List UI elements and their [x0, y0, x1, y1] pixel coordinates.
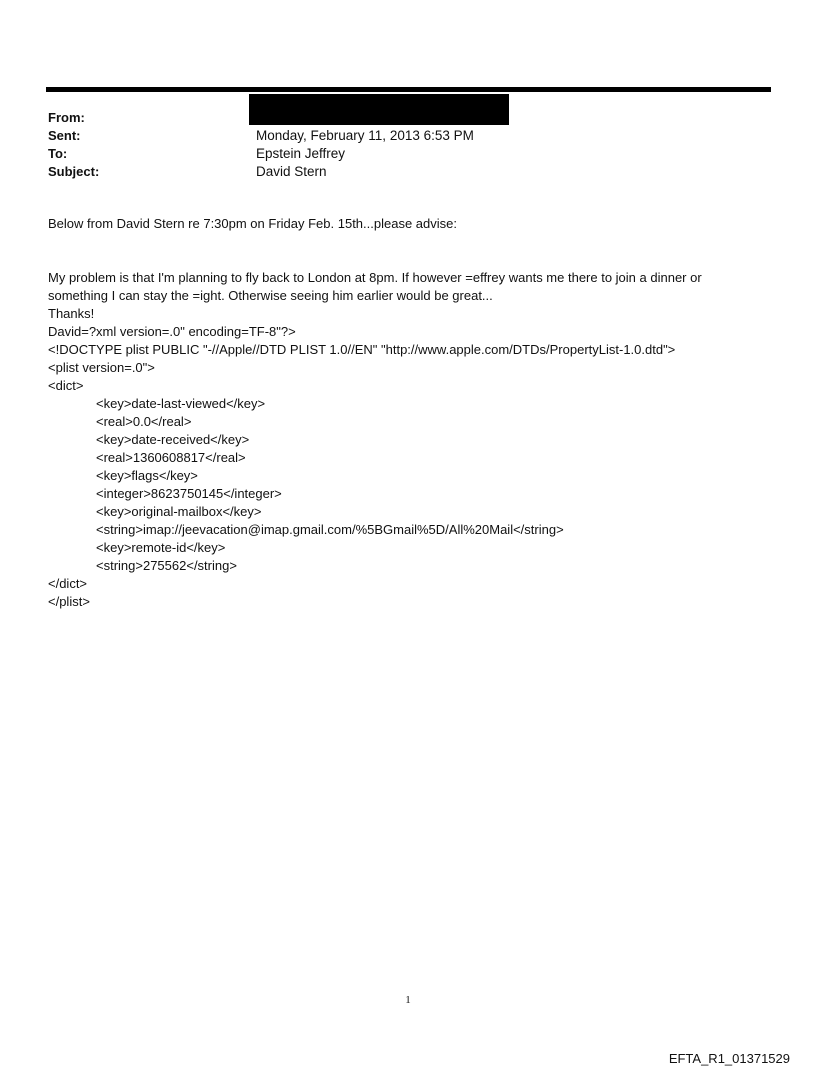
to-row: [48, 145, 748, 163]
body-line: <dict>: [48, 378, 84, 393]
message-body: [48, 269, 788, 611]
body-line: <key>original-mailbox</key>: [96, 504, 262, 519]
from-label: From:: [48, 110, 85, 125]
subject-label: Subject:: [48, 164, 100, 179]
body-line: <key>remote-id</key>: [96, 540, 226, 555]
body-line: <plist version=.0">: [48, 360, 155, 375]
body-line: <key>date-last-viewed</key>: [96, 396, 266, 411]
header-rule: [46, 87, 771, 92]
body-line: <string>imap://jeevacation@imap.gmail.com/%5BGmail%5D/All%20Mail</string>: [96, 522, 564, 537]
redaction-box: [249, 94, 509, 125]
body-line: <key>flags</key>: [96, 468, 198, 483]
to-label: To:: [48, 146, 68, 161]
body-line: </plist>: [48, 594, 90, 609]
subject-value: David Stern: [256, 164, 327, 179]
subject-row: [48, 163, 748, 181]
body-line: David=?xml version=.0" encoding=TF-8"?>: [48, 324, 296, 339]
body-line: Thanks!: [48, 306, 95, 321]
sent-value: Monday, February 11, 2013 6:53 PM: [256, 128, 474, 143]
to-value: Epstein Jeffrey: [256, 146, 346, 161]
intro-text: Below from David Stern re 7:30pm on Friday Feb. 15th...please advise:: [48, 216, 457, 231]
body-line: <real>1360608817</real>: [96, 450, 246, 465]
sent-row: [48, 127, 748, 145]
body-line: <string>275562</string>: [96, 558, 237, 573]
body-line: My problem is that I'm planning to fly back to London at 8pm. If however =effrey wants me there to join a dinner or: [48, 270, 702, 285]
body-line: <integer>8623750145</integer>: [96, 486, 282, 501]
body-line: <real>0.0</real>: [96, 414, 192, 429]
body-line: </dict>: [48, 576, 88, 591]
body-line: <!DOCTYPE plist PUBLIC "-//Apple//DTD PLIST 1.0//EN" "http://www.apple.com/DTDs/PropertyList-1.0.dtd">: [48, 342, 676, 357]
body-line: something I can stay the =ight. Otherwise seeing him earlier would be great...: [48, 288, 493, 303]
page-number: 1: [405, 994, 411, 1006]
body-line: <key>date-received</key>: [96, 432, 250, 447]
document-id: EFTA_R1_01371529: [668, 1051, 790, 1066]
sent-label: Sent:: [48, 128, 81, 143]
